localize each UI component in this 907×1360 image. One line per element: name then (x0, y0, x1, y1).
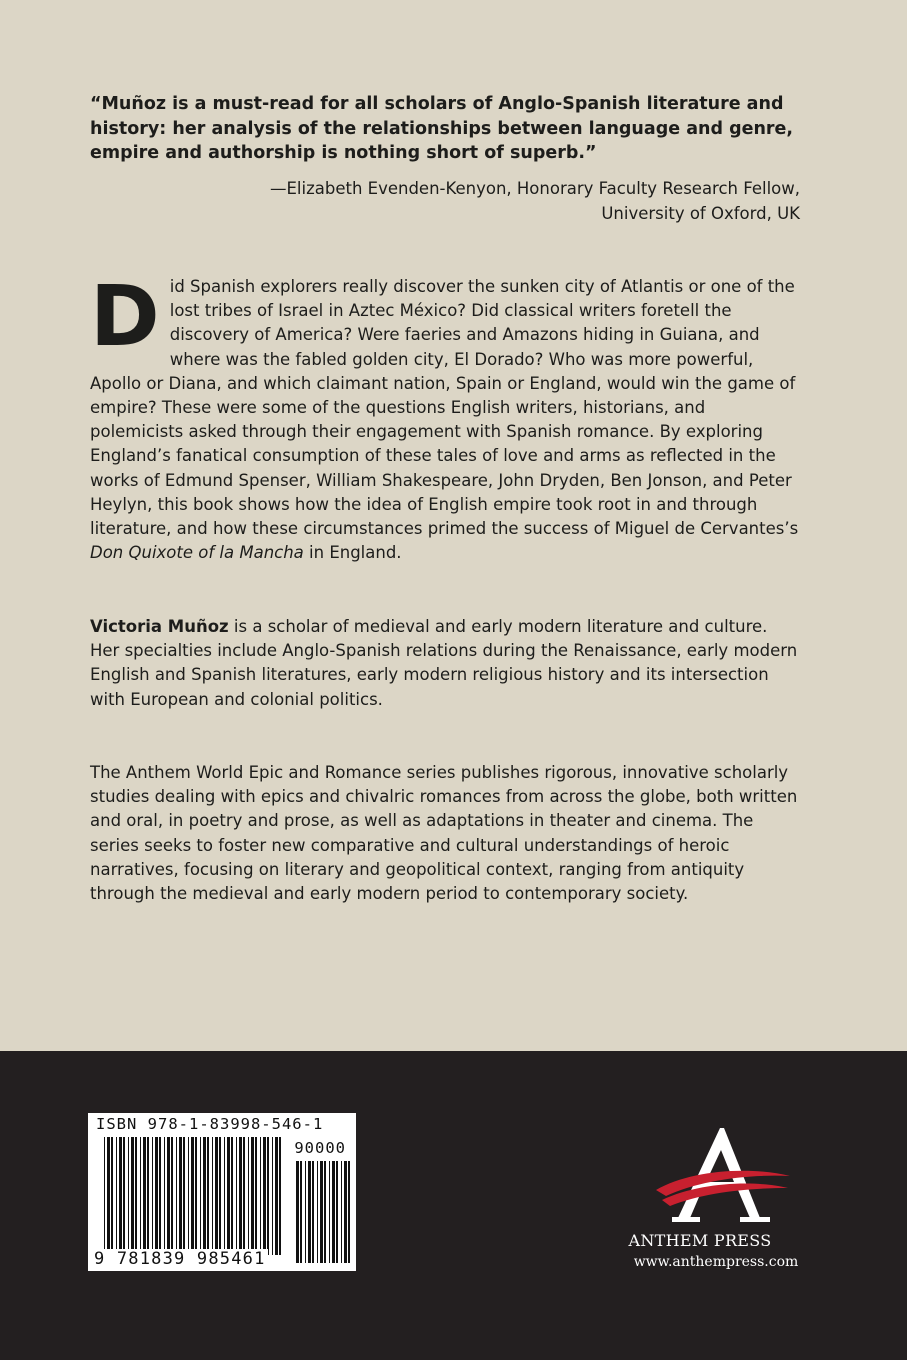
barcode-bar (131, 1137, 134, 1255)
barcode-bar (164, 1137, 165, 1255)
barcode-bar (195, 1137, 197, 1255)
barcode-bar (116, 1137, 117, 1255)
endorsement-quote: “Muñoz is a must-read for all scholars of Anglo-Spanish literature and history: her analysis of the relationships between language and genre, empire and authorship is nothing short of superb.” (90, 94, 794, 163)
barcode-bar (183, 1137, 185, 1255)
barcode-bar (272, 1137, 273, 1255)
series-blurb: The Anthem World Epic and Romance series publishes rigorous, innovative scholarly studies dealing with epics and chivalric romances from across the globe, both written and oral, in poetry and prose, as well as adaptations in theater and cinema. The series seeks to foster new comparative and cultural understandings of heroic narratives, focusing on literary and geopolitical context, ranging from antiquity through the medieval and early modern period to contemporary society. (90, 763, 798, 904)
barcode-bar (275, 1137, 278, 1255)
attribution-line-2: University of Oxford, UK (601, 203, 800, 223)
isbn-label: ISBN 978-1-83998-546-1 (96, 1115, 324, 1133)
barcode-bar (104, 1137, 105, 1255)
barcode-bar (260, 1137, 261, 1255)
barcode-bar (251, 1137, 254, 1255)
barcode-bar (329, 1161, 330, 1263)
barcode-bars (88, 1113, 356, 1271)
publisher-name: ANTHEM PRESS (628, 1231, 772, 1250)
barcode-bar (305, 1161, 306, 1263)
barcode-bar (300, 1161, 302, 1263)
barcode-bar (236, 1137, 237, 1255)
barcode-bar (224, 1137, 225, 1255)
barcode-bar (171, 1137, 173, 1255)
barcode-bar (336, 1161, 338, 1263)
drop-cap: D (90, 267, 160, 365)
endorsement-attribution (90, 177, 800, 226)
barcode-bar (159, 1137, 161, 1255)
barcode-bar (152, 1137, 153, 1255)
barcode-bar (147, 1137, 149, 1255)
barcode-bar (296, 1161, 299, 1263)
barcode-bar (207, 1137, 209, 1255)
description-end: in England. (303, 543, 402, 563)
barcode-bar (317, 1161, 318, 1263)
barcode-bar (324, 1161, 326, 1263)
barcode-bar (267, 1137, 269, 1255)
barcode-bar (179, 1137, 182, 1255)
attribution-line-1: —Elizabeth Evenden-Kenyon, Honorary Faculty Research Fellow, (269, 179, 800, 198)
barcode-bar (107, 1137, 110, 1255)
barcode-bar (155, 1137, 158, 1255)
barcode-bar (263, 1137, 266, 1255)
ean-digits: 9 781839 985461 (94, 1249, 266, 1269)
barcode-bar (344, 1161, 347, 1263)
barcode-bar (203, 1137, 206, 1255)
barcode-bar (231, 1137, 233, 1255)
barcode-bar (255, 1137, 257, 1255)
barcode-bar (191, 1137, 194, 1255)
book-title-reference: Don Quixote of la Mancha (90, 543, 304, 563)
description-text: id Spanish explorers really discover the sunken city of Atlantis or one of the lost tribes of Israel in Aztec México? Did classical writers foretell the discovery of America? Were faeries and Amazons hiding in Guiana, and where was the fabled golden city, El Dorado? Who was more powerful, Apollo or Diana, and which claimant nation, Spain or England, would win the game of empire? These were some of the questions English writers, historians, and polemicists asked through their engagement with Spanish romance. By exploring England’s fanatical consumption of these tales of love and arms as reflected in the works of Edmund Spenser, William Shakespeare, John Dryden, Ben Jonson, and Peter Heylyn, this book shows how the idea of English empire took root in and through literature, and how these circumstances primed the success of Miguel de Cervantes’s (90, 277, 799, 539)
barcode-bar (239, 1137, 242, 1255)
barcode-bar (212, 1137, 213, 1255)
barcode-bar (167, 1137, 170, 1255)
isbn-barcode (88, 1113, 356, 1271)
barcode-bar (188, 1137, 189, 1255)
barcode-bar (140, 1137, 141, 1255)
author-name: Victoria Muñoz (90, 617, 229, 636)
barcode-bar (248, 1137, 249, 1255)
barcode-bar (215, 1137, 218, 1255)
barcode-bar (200, 1137, 201, 1255)
barcode-bar (123, 1137, 125, 1255)
barcode-bar (320, 1161, 323, 1263)
barcode-bar (219, 1137, 221, 1255)
author-bio (90, 615, 800, 712)
barcode-bar (128, 1137, 129, 1255)
barcode-bar (227, 1137, 230, 1255)
barcode-bar (308, 1161, 311, 1263)
price-code: 90000 (294, 1139, 346, 1157)
barcode-bar (279, 1137, 281, 1255)
publisher-url[interactable]: www.anthempress.com (633, 1254, 799, 1270)
barcode-bar (143, 1137, 146, 1255)
barcode-bar (348, 1161, 350, 1263)
book-description (90, 267, 800, 565)
author-bio-text: is a scholar of medieval and early modern literature and culture. Her specialties include Anglo-Spanish relations during the Renaissance, early modern English and Spanish literatures, early modern religious history and its intersection with European and colonial politics. (90, 617, 798, 709)
barcode-bar (341, 1161, 342, 1263)
barcode-bar (119, 1137, 122, 1255)
barcode-bar (111, 1137, 113, 1255)
barcode-bar (135, 1137, 137, 1255)
barcode-bar (243, 1137, 245, 1255)
barcode-bar (176, 1137, 177, 1255)
barcode-bar (312, 1161, 314, 1263)
barcode-bar (332, 1161, 335, 1263)
